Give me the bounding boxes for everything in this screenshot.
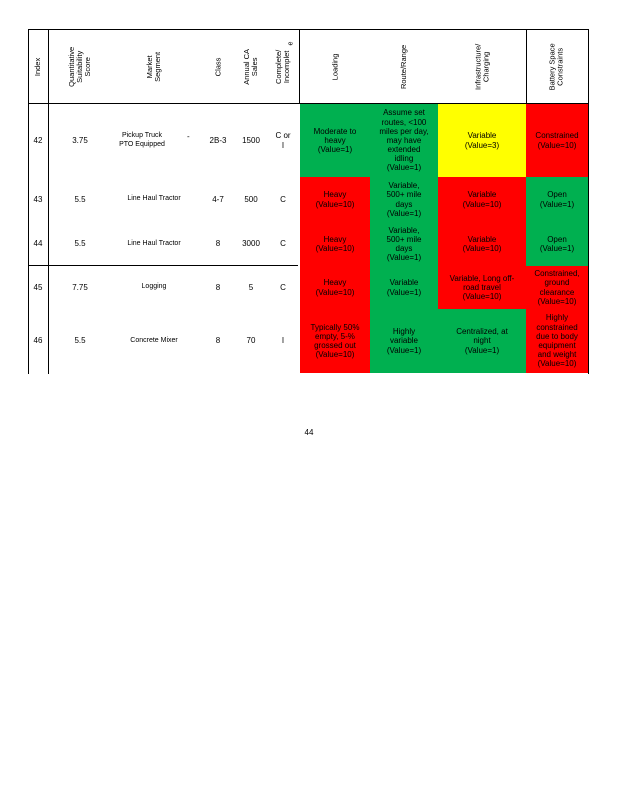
row46-index: 46 bbox=[33, 336, 43, 346]
header-infra: Infrastructure/ Charging bbox=[473, 43, 490, 91]
grid-loading-left-border bbox=[299, 29, 300, 104]
row43-route: Variable, 500+ mile days (Value=1) bbox=[370, 177, 438, 222]
row46-class: 8 bbox=[215, 336, 221, 346]
grid-group-divider bbox=[28, 265, 298, 266]
header-index: Index bbox=[33, 57, 43, 77]
header-complete: Complete/ Incomplet bbox=[274, 49, 291, 85]
header-battery: Battery Space Constraints bbox=[548, 43, 565, 91]
grid-top-border bbox=[28, 29, 589, 30]
header-segment: Market Segment bbox=[145, 51, 162, 83]
row43-infra: Variable (Value=10) bbox=[438, 177, 526, 222]
row44-class: 8 bbox=[215, 239, 221, 249]
row42-complete: C or I bbox=[275, 131, 291, 150]
row45-segment: Logging bbox=[141, 283, 167, 291]
row44-sales: 3000 bbox=[242, 239, 260, 249]
row43-complete: C bbox=[280, 194, 286, 204]
row46-battery: Highly constrained due to body equipment and weight (Value=10) bbox=[526, 309, 588, 373]
row42-sales: 1500 bbox=[242, 135, 260, 145]
row44-infra: Variable (Value=10) bbox=[438, 222, 526, 266]
row44-complete: C bbox=[280, 239, 286, 249]
row45-score: 7.75 bbox=[72, 282, 88, 292]
row43-loading: Heavy (Value=10) bbox=[300, 177, 370, 222]
row46-sales: 70 bbox=[246, 336, 256, 346]
row45-index: 45 bbox=[33, 282, 43, 292]
header-loading: Loading bbox=[330, 53, 340, 81]
grid-battery-left-border bbox=[526, 29, 527, 104]
header-class: Class bbox=[213, 57, 223, 77]
row45-loading: Heavy (Value=10) bbox=[300, 266, 370, 309]
row44-loading: Heavy (Value=10) bbox=[300, 222, 370, 266]
row45-sales: 5 bbox=[248, 282, 254, 292]
row43-segment: Line Haul Tractor bbox=[127, 195, 181, 203]
row45-battery: Constrained, ground clearance (Value=10) bbox=[526, 266, 588, 309]
row46-loading: Typically 50% empty, 5-% grossed out (Value=10) bbox=[300, 309, 370, 373]
vehicle-segment-table bbox=[0, 0, 618, 380]
row46-segment: Concrete Mixer bbox=[130, 336, 178, 344]
row45-class: 8 bbox=[215, 282, 221, 292]
row45-route: Variable (Value=1) bbox=[370, 266, 438, 309]
row44-score: 5.5 bbox=[74, 239, 86, 249]
row42-route: Assume set routes, <100 miles per day, may have extended idling (Value=1) bbox=[370, 104, 438, 177]
row42-score: 3.75 bbox=[72, 135, 88, 145]
row43-sales: 500 bbox=[244, 194, 258, 204]
row42-battery: Constrained (Value=10) bbox=[526, 104, 588, 177]
row45-infra: Variable, Long off- road travel (Value=10) bbox=[438, 266, 526, 309]
grid-left-border bbox=[28, 29, 29, 374]
row42-index: 42 bbox=[33, 135, 43, 145]
grid-index-divider bbox=[48, 29, 49, 374]
header-sales: Annual CA Sales bbox=[242, 49, 260, 85]
row42-infra: Variable (Value=3) bbox=[438, 104, 526, 177]
row46-complete: I bbox=[281, 336, 285, 346]
row42-dash: - bbox=[187, 132, 190, 141]
row44-segment: Line Haul Tractor bbox=[127, 239, 181, 247]
grid-header-bottom-border bbox=[28, 103, 589, 104]
row43-class: 4-7 bbox=[212, 194, 224, 204]
row44-battery: Open (Value=1) bbox=[526, 222, 588, 266]
row42-loading: Moderate to heavy (Value=1) bbox=[300, 104, 370, 177]
page-number: 44 bbox=[304, 428, 314, 437]
row42-class: 2B-3 bbox=[209, 135, 227, 145]
row46-infra: Centralized, at night (Value=1) bbox=[438, 309, 526, 373]
row44-index: 44 bbox=[33, 239, 43, 249]
row44-route: Variable, 500+ mile days (Value=1) bbox=[370, 222, 438, 266]
row45-complete: C bbox=[280, 282, 286, 292]
row43-index: 43 bbox=[33, 194, 43, 204]
header-complete-overflow: e bbox=[287, 41, 295, 46]
row43-battery: Open (Value=1) bbox=[526, 177, 588, 222]
header-route: Route/Range bbox=[399, 44, 409, 90]
header-score: Quantitative Suitability Score bbox=[67, 46, 92, 88]
row46-route: Highly variable (Value=1) bbox=[370, 309, 438, 373]
row43-score: 5.5 bbox=[74, 194, 86, 204]
row42-segment: Pickup Truck PTO Equipped bbox=[119, 132, 165, 148]
grid-right-border bbox=[588, 29, 589, 374]
row46-score: 5.5 bbox=[74, 336, 86, 346]
